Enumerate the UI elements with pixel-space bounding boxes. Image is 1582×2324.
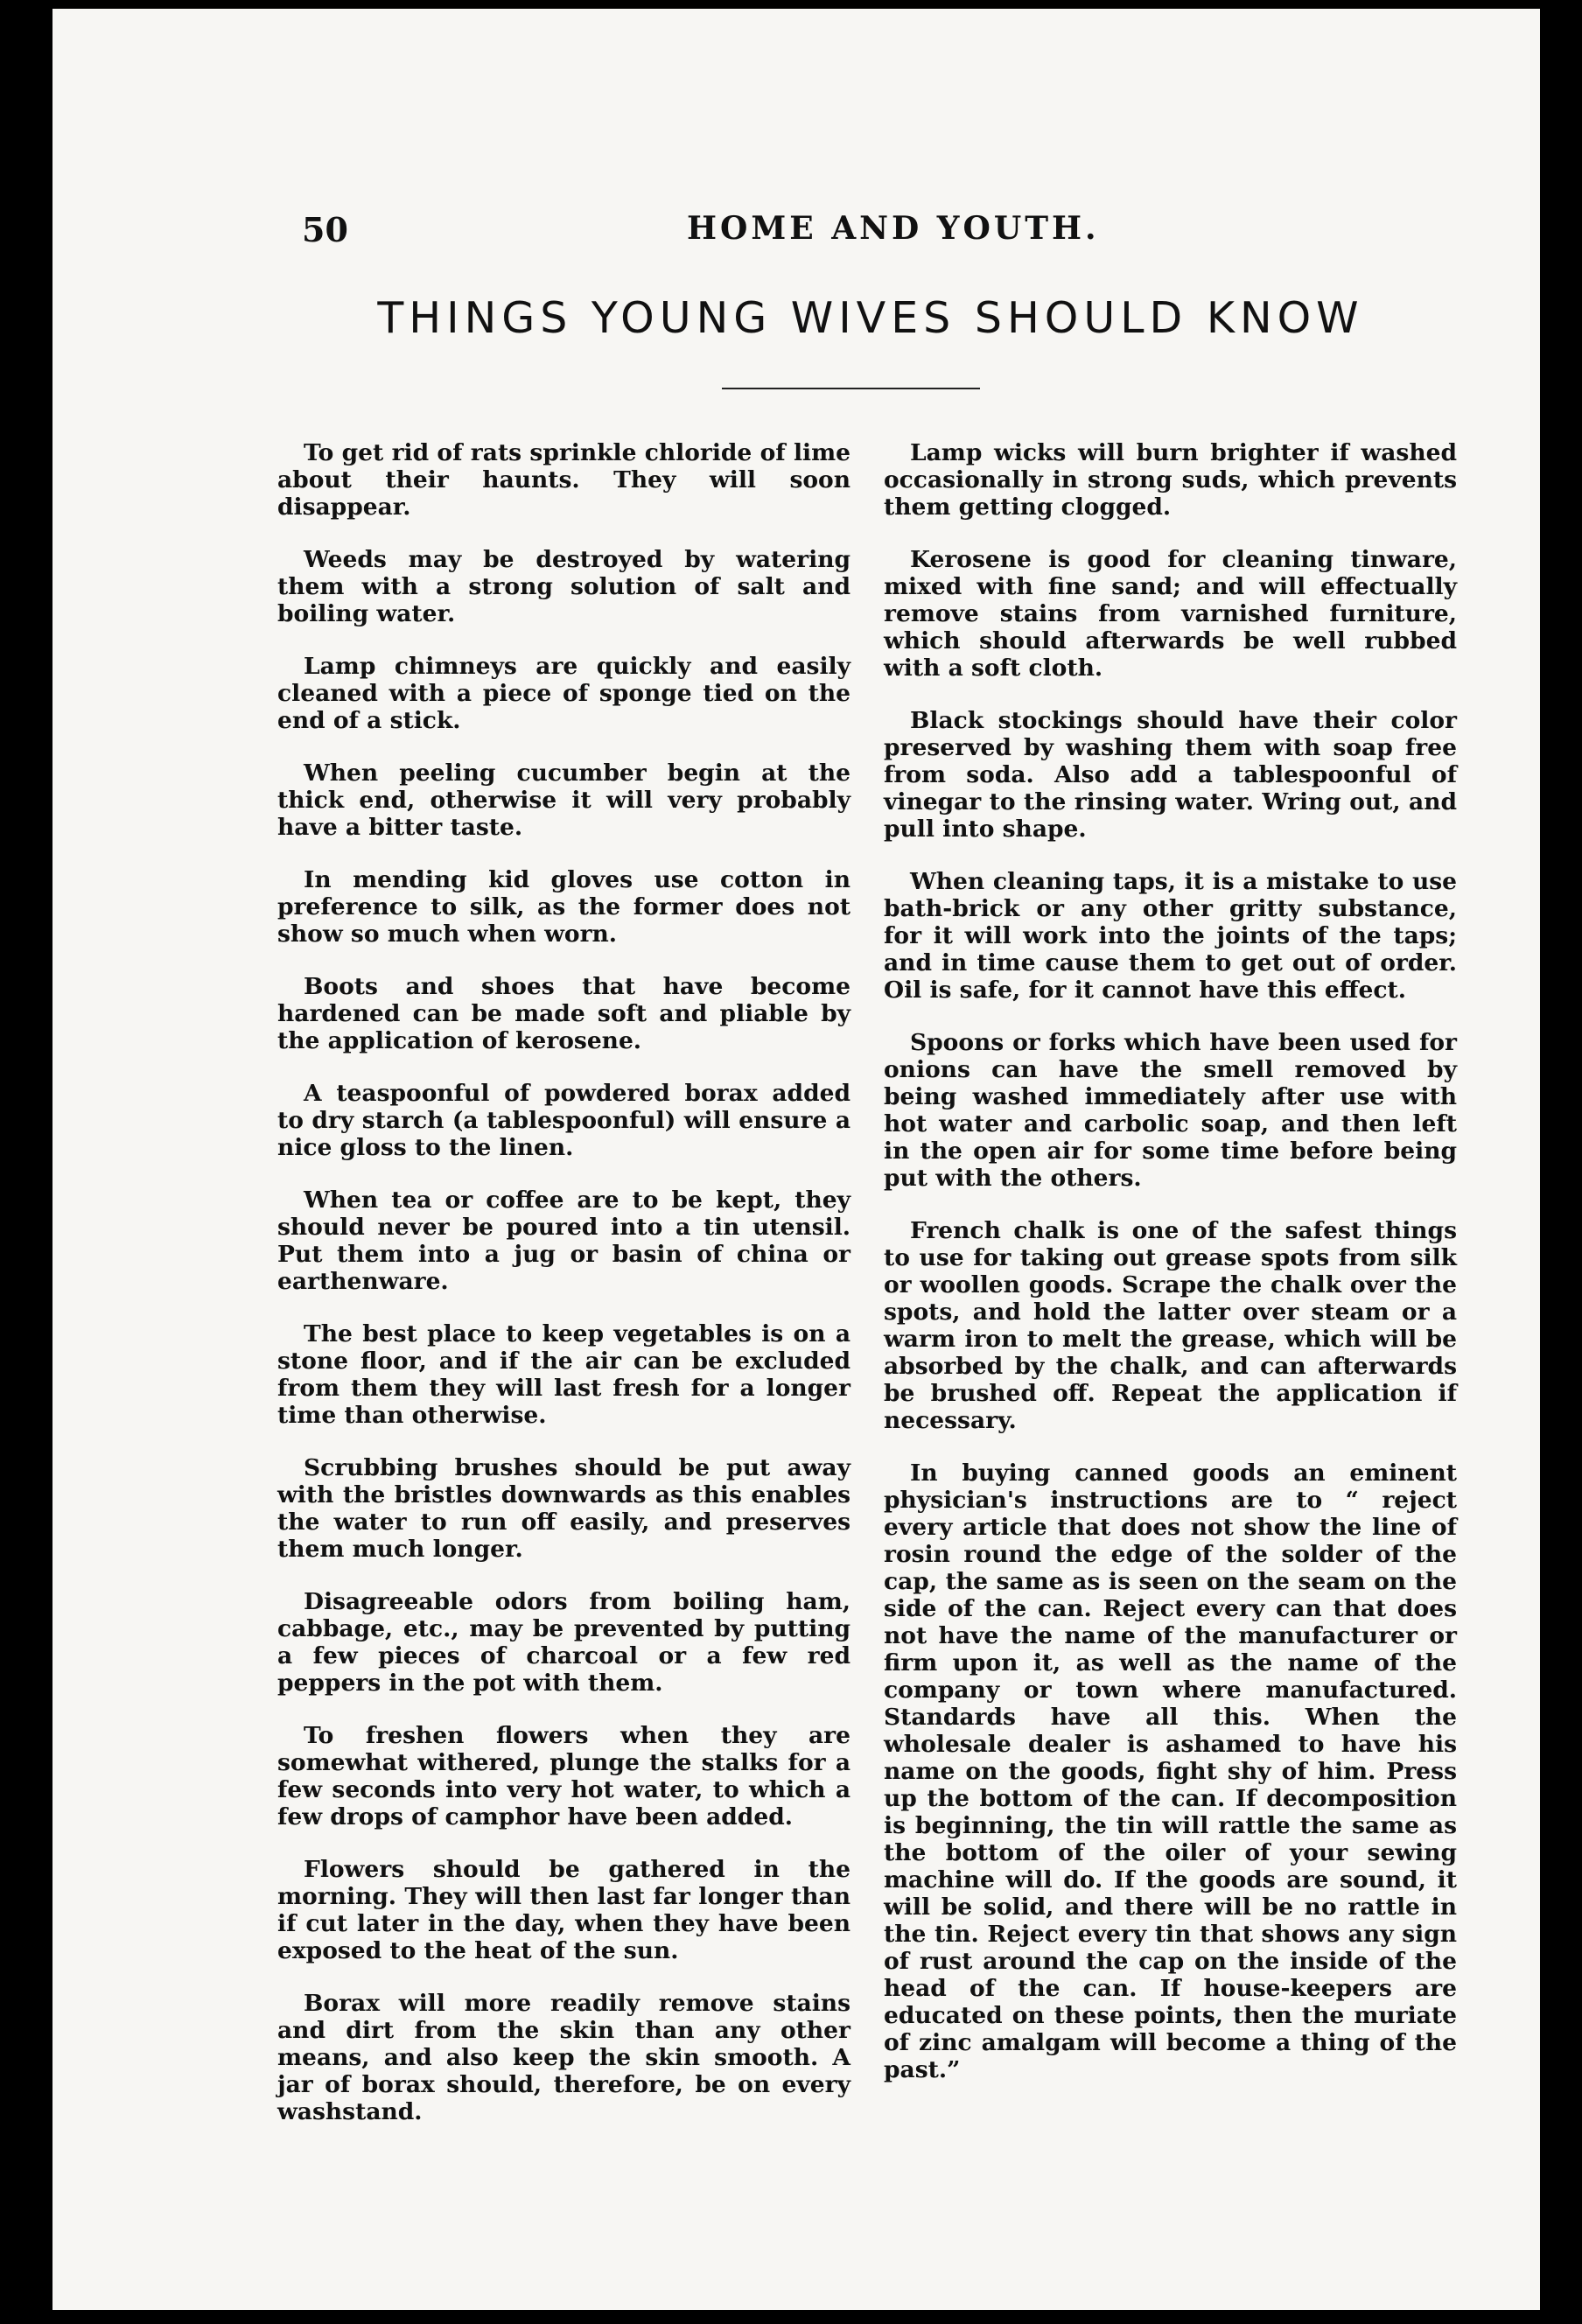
tip-paragraph: French chalk is one of the safest things to use for taking out grease spots from silk or woollen goods. Scrape the chalk over the spots, and hold the latter over steam or a warm iron to melt the grease, which will be absorbed by the chalk, and can afterwards be brushed off. Repeat the application if necessary. [884, 1217, 1457, 1434]
tip-paragraph: A teaspoonful of powdered borax added to dry starch (a tablespoonful) will ensure a nice gloss to the linen. [277, 1080, 850, 1161]
tip-paragraph: To freshen flowers when they are somewhat withered, plunge the stalks for a few seconds into very hot water, to which a few drops of camphor have been added. [277, 1722, 850, 1830]
tip-paragraph: In buying canned goods an eminent physician's instructions are to “ reject every article that does not show the line of rosin round the edge of the solder of the cap, the same as is seen on the seam on the side of the can. Reject every can that does not have the name of the manufacturer or firm upon it, as well as the name of the company or town where manufactured. Standards have all this. When the wholesale dealer is ashamed to have his name on the goods, fight shy of him. Press up the bottom of the can. If decomposition is beginning, the tin will rattle the same as the bottom of the oiler of your sewing machine will do. If the goods are sound, it will be solid, and there will be no rattle in the tin. Reject every tin that shows any sign of rust around the cap on the inside of the head of the can. If house-keepers are educated on these points, then the muriate of zinc amalgam will become a thing of the past.” [884, 1460, 1457, 2083]
tip-paragraph: When cleaning taps, it is a mistake to use bath-brick or any other gritty substance, for it will work into the joints of the taps; and in time cause them to get out of order. Oil is safe, for it cannot have this effect. [884, 868, 1457, 1004]
tip-paragraph: When peeling cucumber begin at the thick end, otherwise it will very probably have a bitter taste. [277, 760, 850, 841]
title-rule [722, 388, 980, 389]
page-header [302, 210, 1448, 262]
tip-paragraph: The best place to keep vegetables is on a stone floor, and if the air can be excluded from them they will last fresh for a longer time than otherwise. [277, 1320, 850, 1429]
tip-paragraph: Scrubbing brushes should be put away with the bristles downwards as this enables the water to run off easily, and preserves them much longer. [277, 1454, 850, 1563]
running-head: HOME AND YOUTH. [687, 210, 1100, 247]
right-column [884, 439, 1457, 2109]
tip-paragraph: Boots and shoes that have become hardened can be made soft and pliable by the application of kerosene. [277, 973, 850, 1054]
tip-paragraph: To get rid of rats sprinkle chloride of lime about their haunts. They will soon disappear. [277, 439, 850, 521]
tip-paragraph: In mending kid gloves use cotton in preference to silk, as the former does not show so much when worn. [277, 866, 850, 948]
tip-paragraph: Lamp chimneys are quickly and easily cleaned with a piece of sponge tied on the end of a stick. [277, 653, 850, 734]
tip-paragraph: Black stockings should have their color preserved by washing them with soap free from soda. Also add a tablespoonful of vinegar to the rinsing water. Wring out, and pull into shape. [884, 707, 1457, 843]
tip-paragraph: Borax will more readily remove stains and dirt from the skin than any other means, and also keep the skin smooth. A jar of borax should, therefore, be on every washstand. [277, 1990, 850, 2125]
tip-paragraph: When tea or coffee are to be kept, they should never be poured into a tin utensil. Put them into a jug or basin of china or earthenware. [277, 1186, 850, 1295]
tip-paragraph: Kerosene is good for cleaning tinware, mixed with fine sand; and will effectually remove stains from varnished furniture, which should afterwards be well rubbed with a soft cloth. [884, 546, 1457, 682]
page-number: 50 [302, 210, 348, 249]
tip-paragraph: Weeds may be destroyed by watering them with a strong solution of salt and boiling water. [277, 546, 850, 627]
tip-paragraph: Disagreeable odors from boiling ham, cabbage, etc., may be prevented by putting a few pieces of charcoal or a few red peppers in the pot with them. [277, 1588, 850, 1697]
article-title: THINGS YOUNG WIVES SHOULD KNOW [377, 293, 1364, 343]
left-column [277, 439, 850, 2151]
tip-paragraph: Spoons or forks which have been used for onions can have the smell removed by being washed immediately after use with hot water and carbolic soap, and then left in the open air for some time before being put with the others. [884, 1029, 1457, 1192]
tip-paragraph: Flowers should be gathered in the morning. They will then last far longer than if cut later in the day, when they have been exposed to the heat of the sun. [277, 1856, 850, 1964]
tip-paragraph: Lamp wicks will burn brighter if washed occasionally in strong suds, which prevents them getting clogged. [884, 439, 1457, 521]
